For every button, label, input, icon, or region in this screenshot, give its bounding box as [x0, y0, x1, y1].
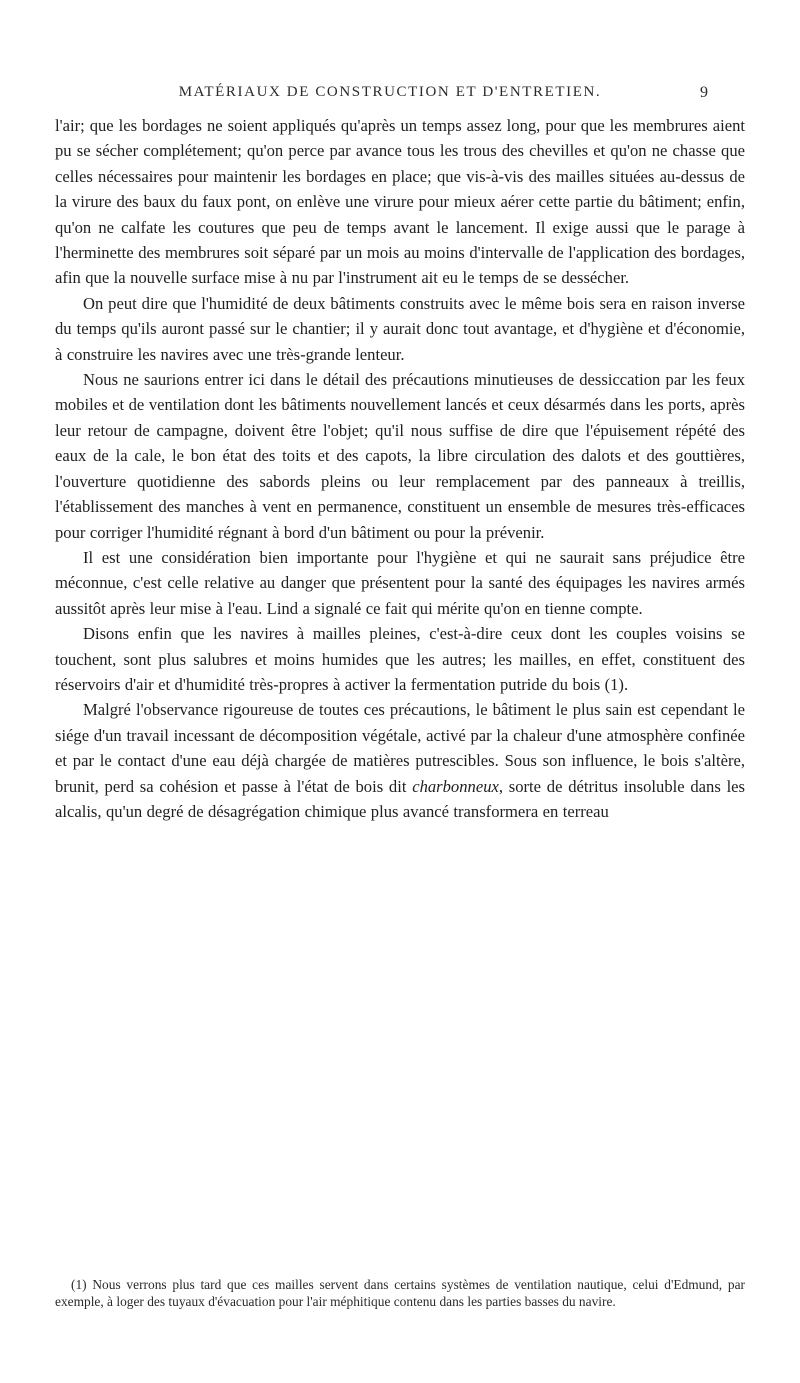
- running-head: [0, 84, 800, 108]
- footnote-area: [55, 1276, 745, 1310]
- paragraph-full-frames: Disons enfin que les navires à mailles pleines, c'est-à-dire ceux dont les couples voisins se touchent, sont plus salubres et moins humides que les autres; les mailles, en effet, constituent des réservoirs d'air et d'humidité très-propres à activer la fermentation putride du bois (1).: [55, 624, 745, 694]
- paragraph-crew-health: Il est une considération bien importante pour l'hygiène et qui ne saurait sans préjudice être méconnue, c'est celle relative au danger que présentent pour la santé des équipages les navires armés aussitôt après leur mise à l'eau. Lind a signalé ce fait qui mérite qu'on en tienne compte.: [55, 547, 745, 618]
- italic-term: charbonneux: [412, 776, 499, 796]
- paragraph-text-end: , sorte de détritus insoluble dans les alcalis, qu'un degré de désagrégation chimique plus avancé transformera en terreau: [55, 776, 745, 821]
- paragraph-humidity-timing: On peut dire que l'humidité de deux bâtiments construits avec le même bois sera en raison inverse du temps qu'ils auront passé sur le chantier; il y aurait donc tout avantage, et d'hygiène et d'économie, à construire les navires avec une très-grande lenteur.: [55, 293, 745, 364]
- paragraph-continuation: l'air; que les bordages ne soient appliqués qu'après un temps assez long, pour que les membrures aient pu se sécher complétement; qu'on perce par avance tous les trous des chevilles et qu'on ne chasse que celles nécessaires pour maintenir les bordages en place; que vis-à-vis des mailles situées au-dessus de la virure des baux du faux pont, on enlève une virure pour mieux aérer cette partie du bâtiment; enfin, qu'on ne calfate les coutures que peu de temps avant le lancement. Il exige aussi que le parage à l'herminette des membrures soit séparé par un mois au moins d'intervalle de l'application des bordages, afin que la nouvelle surface mise à nu par l'instrument ait eu le temps de se dessécher.: [55, 116, 745, 288]
- paragraph-wood-decomposition: [55, 697, 745, 824]
- page-number: 9: [700, 84, 708, 101]
- footnote: (1) Nous verrons plus tard que ces mailles servent dans certains systèmes de ventilation nautique, celui d'Edmund, par exemple, à loger des tuyaux d'évacuation pour l'air méphitique contenu dans les parties basses du navire.: [55, 1277, 745, 1309]
- paragraph-dessication-measures: Nous ne saurions entrer ici dans le détail des précautions minutieuses de dessiccation par les feux mobiles et de ventilation dont les bâtiments nouvellement lancés et ceux désarmés dans les ports, après leur retour de campagne, doivent être l'objet; qu'il nous suffise de dire que l'épuisement répété des eaux de la cale, le bon état des toits et des capots, la libre circulation des dalots et des gouttières, l'ouverture quotidienne des sabords pleins ou leur remplacement par des panneaux à treillis, l'établissement des manches à vent en permanence, constituent un ensemble de mesures très-efficaces pour corriger l'humidité régnant à bord d'un bâtiment ou pour la prévenir.: [55, 370, 745, 542]
- paragraph-text-start: Malgré l'observance rigoureuse de toutes ces précautions, le bâtiment le plus sain est cependant le siége d'un travail incessant de décomposition végétale, activé par la chaleur d'une atmosphère confinée et par le contact d'une eau déjà chargée de matières putrescibles. Sous son influence, le bois s'altère, brunit, perd sa cohésion et passe à l'état de bois dit: [55, 700, 745, 796]
- body-text: [55, 113, 745, 824]
- running-title: MATÉRIAUX DE CONSTRUCTION ET D'ENTRETIEN.: [178, 84, 602, 100]
